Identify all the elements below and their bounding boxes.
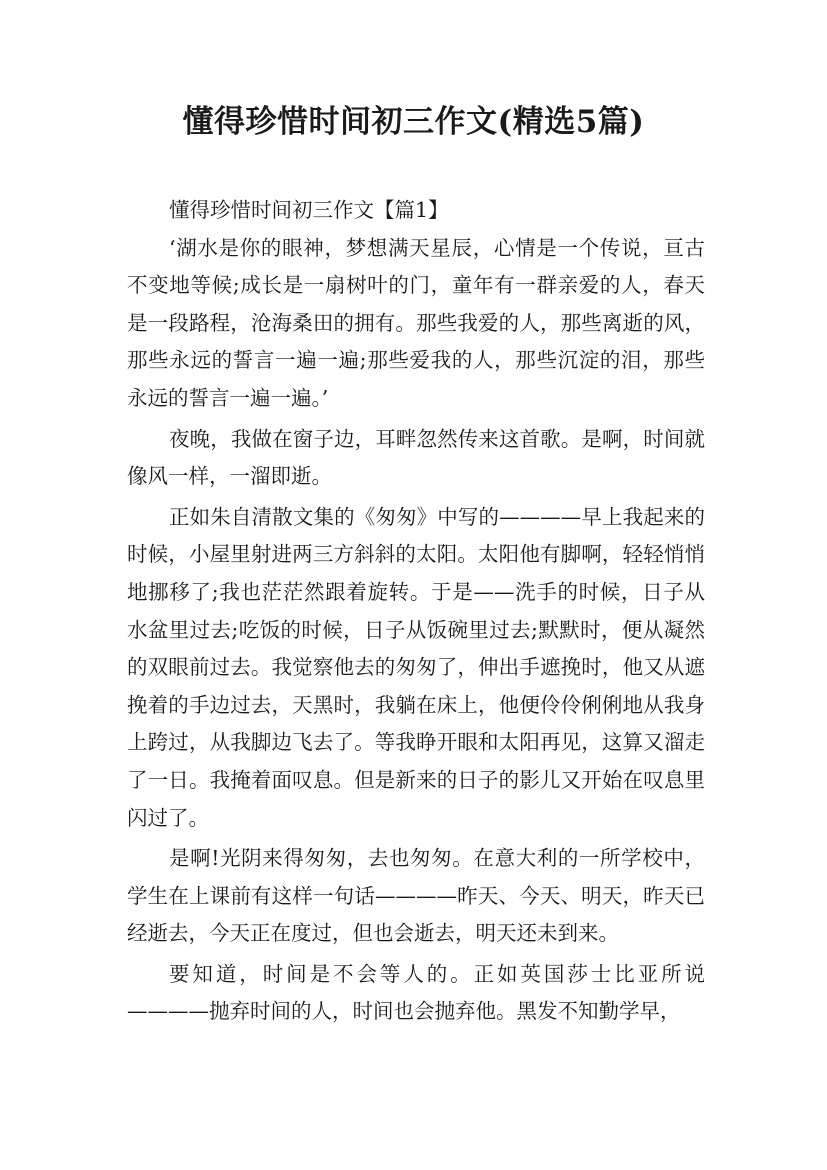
paragraph: ‘湖水是你的眼神，梦想满天星辰，心情是一个传说，亘古不变地等候;成长是一扇树叶的门，童年有一群亲爱的人，春天是一段路程，沧海桑田的拥有。那些我爱的人，那些离逝的风，那些永远的誓言一遍一遍;那些爱我的人，那些沉淀的泪，那些永远的誓言一遍一遍。’: [127, 235, 705, 410]
section-heading: 懂得珍惜时间初三作文【篇1】: [169, 198, 449, 222]
paragraph: 正如朱自清散文集的《匆匆》中写的————早上我起来的时候，小屋里射进两三方斜斜的太阳。太阳他有脚啊，轻轻悄悄地挪移了;我也茫茫然跟着旋转。于是——洗手的时候，日子从水盆里过去;吃饭的时候，日子从饭碗里过去;默默时，便从凝然的双眼前过去。我觉察他去的匆匆了，伸出手遮挽时，他又从遮挽着的手边过去，天黑时，我躺在床上，他便伶伶俐俐地从我身上跨过，从我脚边飞去了。等我睁开眼和太阳再见，这算又溜走了一日。我掩着面叹息。但是新来的日子的影儿又开始在叹息里闪过了。: [127, 504, 705, 830]
paragraph: 是啊!光阴来得匆匆，去也匆匆。在意大利的一所学校中，学生在上课前有这样一句话————昨天、今天、明天，昨天已经逝去，今天正在度过，但也会逝去，明天还未到来。: [127, 846, 705, 946]
paragraph: 要知道，时间是不会等人的。正如英国莎士比亚所说————抛弃时间的人，时间也会抛弃他。黑发不知勤学早，: [127, 961, 705, 1024]
paragraph: 夜晚，我做在窗子边，耳畔忽然传来这首歌。是啊，时间就像风一样，一溜即逝。: [127, 426, 705, 489]
document-body: [127, 192, 705, 1034]
document-title: 懂得珍惜时间初三作文(精选5篇): [182, 104, 645, 140]
